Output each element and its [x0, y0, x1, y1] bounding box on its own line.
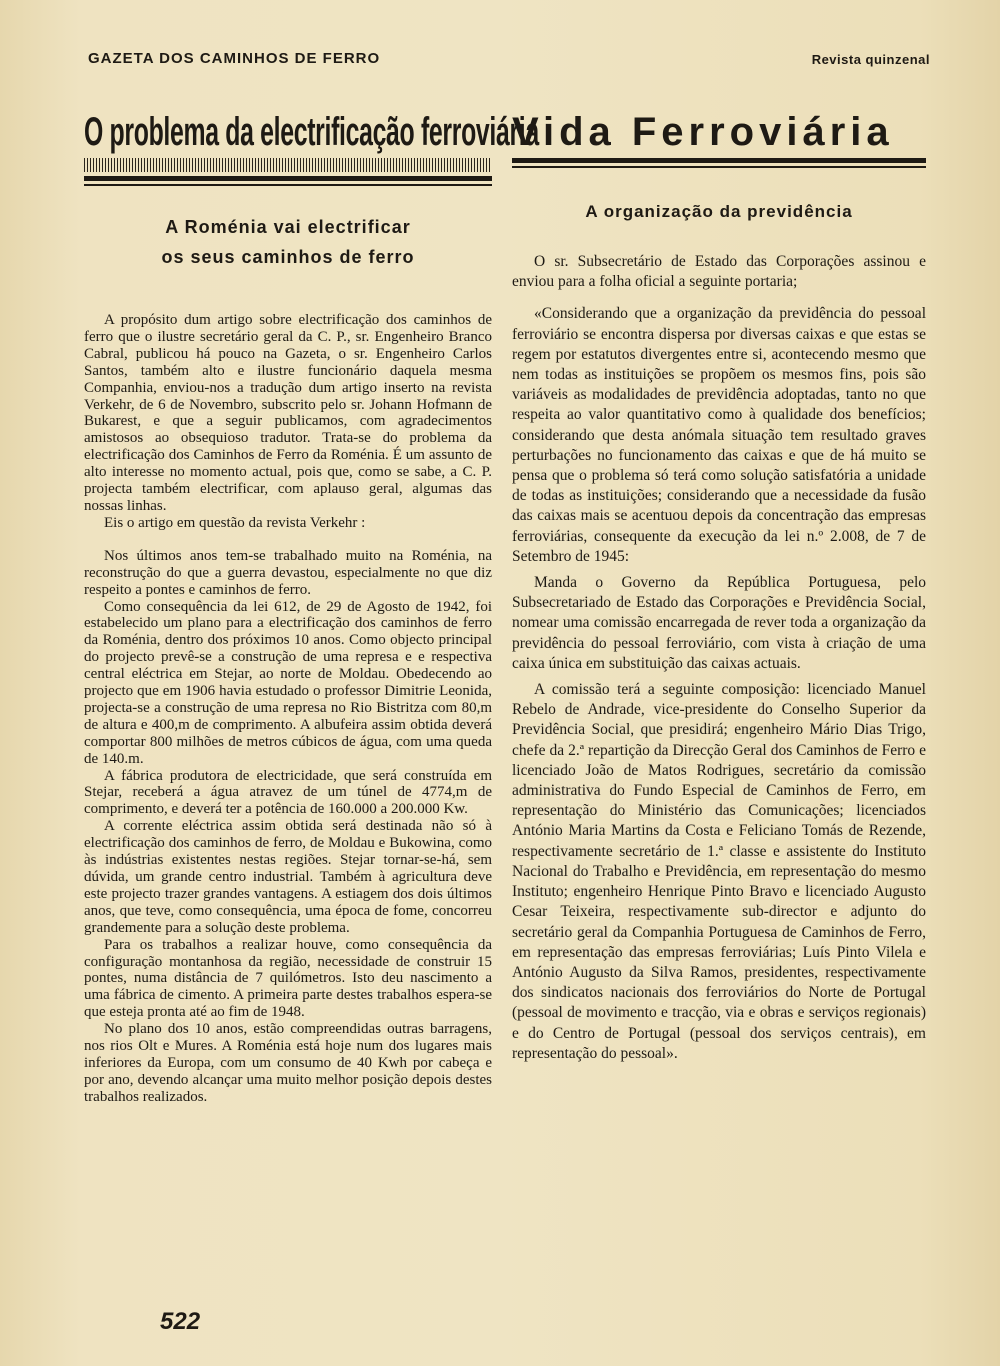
paragraph: Eis o artigo em questão da revista Verkehr :	[104, 514, 366, 531]
paragraph: Manda o Governo da República Portuguesa, pelo Subsecretariado de Estado das Corporações e Previdência Social, nomear uma comissão encarregada de rever toda a organização da previdência do pessoal ferroviário, com vista à criação de uma caixa única em substituição das caixas actuais.	[512, 574, 926, 672]
left-column	[84, 108, 539, 1106]
page-number: 522	[160, 1308, 201, 1335]
paragraph: No plano dos 10 anos, estão compreendidas outras barragens, nos rios Olt e Mures. A Roménia está hoje num dos lugares mais inferiores da Europa, com um consumo de 40 Kwh por cabeça e por ano, devendo alcançar uma muito melhor posição depois destes trabalhos realizados.	[84, 1021, 492, 1105]
left-article-title: O problema da electrificação ferroviária	[84, 110, 539, 154]
paragraph: A propósito dum artigo sobre electrificação dos caminhos de ferro que o ilustre secretário geral da C. P., sr. Engenheiro Branco Cabral, publicou há pouco na Gazeta, o sr. Engenheiro Carlos Santos, também alto e ilustre funcionário daquela mesma Companhia, enviou-nos a tradução dum artigo inserto na revista Verkehr, de 6 de Novembro, subscrito pelo sr. Johann Hofmann de Bukarest, e que a seguir publicamos, com agradecimentos amistosos ao obsequioso tradutor. Trata-se do problema da electrificação dos Caminhos de Ferro da Roménia. É um assunto de alto interesse no momento actual, pois que, como se sabe, a C. P. projecta também electrificar, com aplauso geral, algumas das nossas linhas.	[84, 312, 492, 514]
subtitle-line-1: A Roménia vai electrificar	[165, 217, 411, 237]
section-title: Vida Ferroviária	[512, 110, 894, 154]
publication-frequency: Revista quinzenal	[811, 52, 930, 67]
paragraph: «Considerando que a organização da previdência do pessoal ferroviário se encontra dispersa por diversas caixas e que estas se regem por estatutos divergentes entre si, acontecendo mesmo que nem todas as instituições se propõem os mesmos fins, pois são variáveis as modalidades de previdência adoptadas, tanto no que respeita ao valor quantitativo como à qualidade dos benefícios; considerando que desta anómala situação tem resultado graves perturbações no funcionamento das caixas e que de há muito se pensa que o problema só terá como solução satisfatória a unidade de todas as instituições; considerando que a necessidade da fusão das caixas mais se acentuou depois da concentração das empresas ferroviárias, consequente da execução da lei n.º 2.008, de 7 de Setembro de 1945:	[512, 305, 926, 565]
paragraph: Para os trabalhos a realizar houve, como consequência da configuração montanhosa da região, necessidade de construir 15 pontes, numa distância de 7 quilómetros. Isto deu nascimento a uma fábrica de cimento. A primeira parte destes trabalhos espera-se que esteja pronta até ao fim de 1948.	[84, 936, 492, 1021]
section-rule-thick	[512, 158, 926, 163]
title-rule-thin	[84, 184, 492, 186]
paragraph: O sr. Subsecretário de Estado das Corporações assinou e enviou para a folha oficial a seguinte portaria;	[512, 253, 926, 291]
paragraph: Nos últimos anos tem-se trabalhado muito na Roménia, na reconstrução do que a guerra devastou, especialmente no que diz respeito a pontes e caminhos de ferro.	[84, 547, 492, 598]
publication-name: GAZETA DOS CAMINHOS DE FERRO	[88, 50, 381, 67]
left-article-subtitle	[84, 212, 492, 272]
paragraph: A fábrica produtora de electricidade, que será construída em Stejar, receberá a água atravez de um túnel de 4774,m de comprimento, e deverá ter a potência de 160.000 a 200.000 Kw.	[84, 767, 492, 818]
title-rule-thick	[84, 176, 492, 181]
right-article-body	[512, 252, 926, 1064]
paragraph: A corrente eléctrica assim obtida será destinada não só à electrificação dos caminhos de ferro, de Moldau e Bukowina, como às indústrias existentes nestas regiões. Stejar tornar-se-há, sem dúvida, um grande centro industrial. Também à agricultura deve este projecto trazer grandes vantagens. A estiagem dos dois últimos anos, que teve, como consequência, uma época de fome, concorreu grandemente para a solução deste problema.	[84, 818, 492, 936]
section-rule-thin	[512, 166, 926, 168]
paragraph: Como consequência da lei 612, de 29 de Agosto de 1942, foi estabelecido um plano para a electrificação dos caminhos de ferro da Roménia, dentro dos próximos 10 anos. Como objecto principal do projecto prevê-se a construção de uma represa e e respectiva central eléctrica em Stejar, ao norte de Moldau. Obedecendo ao projecto que em 1906 havia estudado o professor Dimitrie Leonida, projecta-se a construção de uma represa no Rio Bistritza com 80,m de altura e 400,m de comprimento. A albufeira assim obtida deverá comportar 800 milhões de metros cúbicos de água, com uma queda de 140.m.	[84, 598, 492, 767]
subtitle-line-2: os seus caminhos de ferro	[161, 247, 415, 267]
left-article-body	[84, 312, 492, 1106]
paragraph: A comissão terá a seguinte composição: licenciado Manuel Rebelo de Andrade, vice-presidente do Conselho Superior da Previdência Social, que presidirá; engenheiro Mário Dias Trigo, chefe da 2.ª repartição da Direcção Geral dos Caminhos de Ferro e licenciado João de Matos Rodrigues, secretário da comissão administrativa do Fundo Especial de Caminhos de Ferro, em representação do Ministério das Comunicações; licenciados António Maria Martins da Costa e Feliciano Tomás de Rezende, respectivamente secretário de 1.ª classe e assistente do Instituto Nacional do Trabalho e Previdência, em representação do mesmo Instituto; engenheiro Henrique Pinto Bravo e licenciado Augusto Cesar Teixeira, respectivamente sub-director e adjunto do secretário geral da Companhia Portuguesa de Caminhos de Ferro, em representação das empresas ferroviárias; Luís Pinto Vilela e António Augusto da Silva Ramos, presidentes, respectivamente dos sindicatos nacionais dos ferroviários do Norte de Portugal (pessoal de movimento e tracção, via e obras e serviços regionais) e do Centro de Portugal (pessoal dos serviços centrais), em representação do pessoal».	[512, 681, 926, 1062]
right-article-subtitle: A organização da previdência	[585, 202, 853, 221]
right-column	[512, 108, 926, 1064]
hatched-rule	[84, 158, 492, 172]
